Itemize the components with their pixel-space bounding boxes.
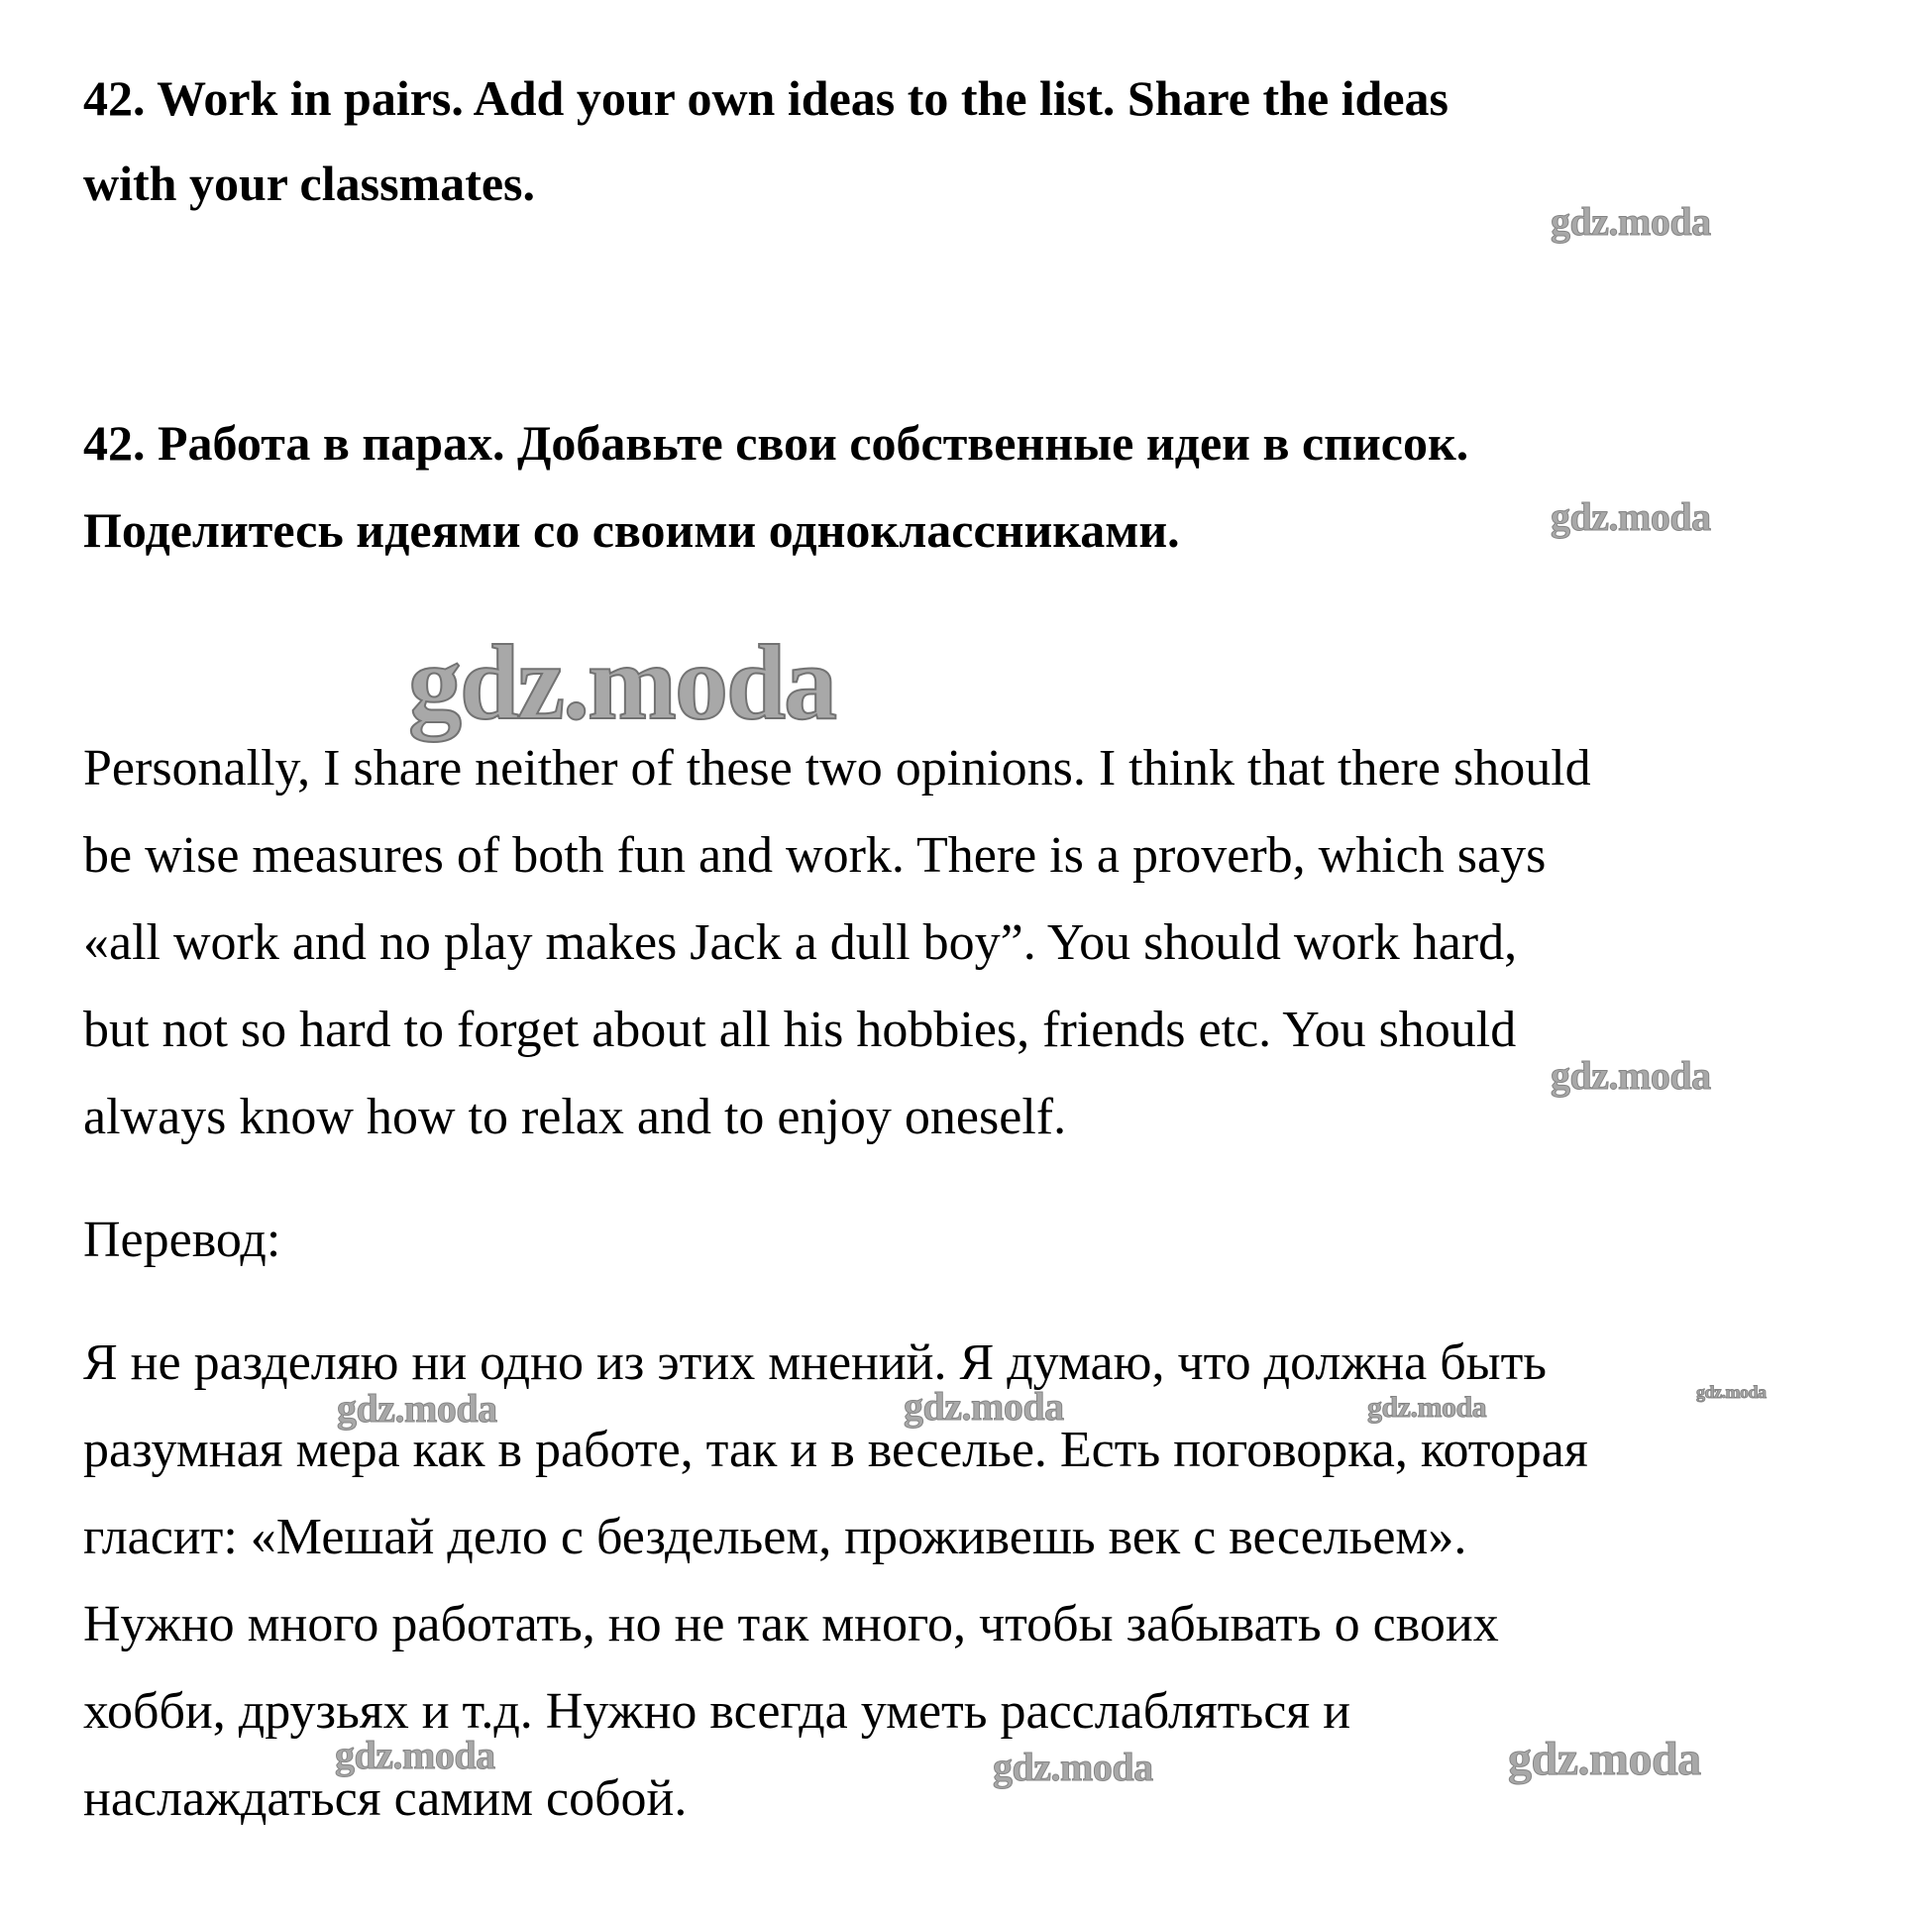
task-heading-en-line-1: 42. Work in pairs. Add your own ideas to the list. Share the ideas	[83, 70, 1449, 126]
answer-ru-line-3: гласит: «Мешай дело с бездельем, проживешь век с весельем».	[83, 1509, 1467, 1565]
answer-ru-line-2: разумная мера как в работе, так и в веселье. Есть поговорка, которая	[83, 1422, 1588, 1478]
watermark: gdz.moda	[1551, 199, 1711, 244]
watermark: gdz.moda	[337, 1386, 497, 1431]
task-heading-ru-line-2: Поделитесь идеями со своими одноклассниками.	[83, 502, 1180, 558]
answer-en-line-5: always know how to relax and to enjoy oneself.	[83, 1089, 1067, 1145]
watermark: gdz.moda	[1551, 1053, 1711, 1098]
answer-en-line-4: but not so hard to forget about all his hobbies, friends etc. You should	[83, 1002, 1517, 1058]
watermark-large: gdz.moda	[408, 624, 836, 742]
answer-en-line-1: Personally, I share neither of these two opinions. I think that there should	[83, 740, 1591, 797]
task-heading-ru-line-1: 42. Работа в парах. Добавьте свои собственные идеи в список.	[83, 415, 1469, 471]
watermark: gdz.moda	[1551, 494, 1711, 539]
translation-label: Перевод:	[83, 1212, 281, 1268]
watermark: gdz.moda	[1367, 1391, 1487, 1424]
task-heading-en-line-2: with your classmates.	[83, 156, 536, 211]
watermark: gdz.moda	[1696, 1382, 1767, 1402]
watermark: gdz.moda	[904, 1384, 1064, 1429]
watermark: gdz.moda	[993, 1745, 1153, 1789]
answer-ru-line-1: Я не разделяю ни одно из этих мнений. Я думаю, что должна быть	[83, 1334, 1548, 1391]
watermark: gdz.moda	[1508, 1733, 1701, 1785]
answer-ru-line-6: наслаждаться самим собой.	[83, 1770, 688, 1827]
answer-ru-line-5: хобби, друзьях и т.д. Нужно всегда уметь расслабляться и	[83, 1683, 1351, 1740]
watermark: gdz.moda	[335, 1733, 495, 1777]
answer-en-line-2: be wise measures of both fun and work. There is a proverb, which says	[83, 827, 1547, 884]
answer-en-line-3: «all work and no play makes Jack a dull boy”. You should work hard,	[83, 914, 1518, 971]
answer-ru-line-4: Нужно много работать, но не так много, чтобы забывать о своих	[83, 1596, 1499, 1652]
